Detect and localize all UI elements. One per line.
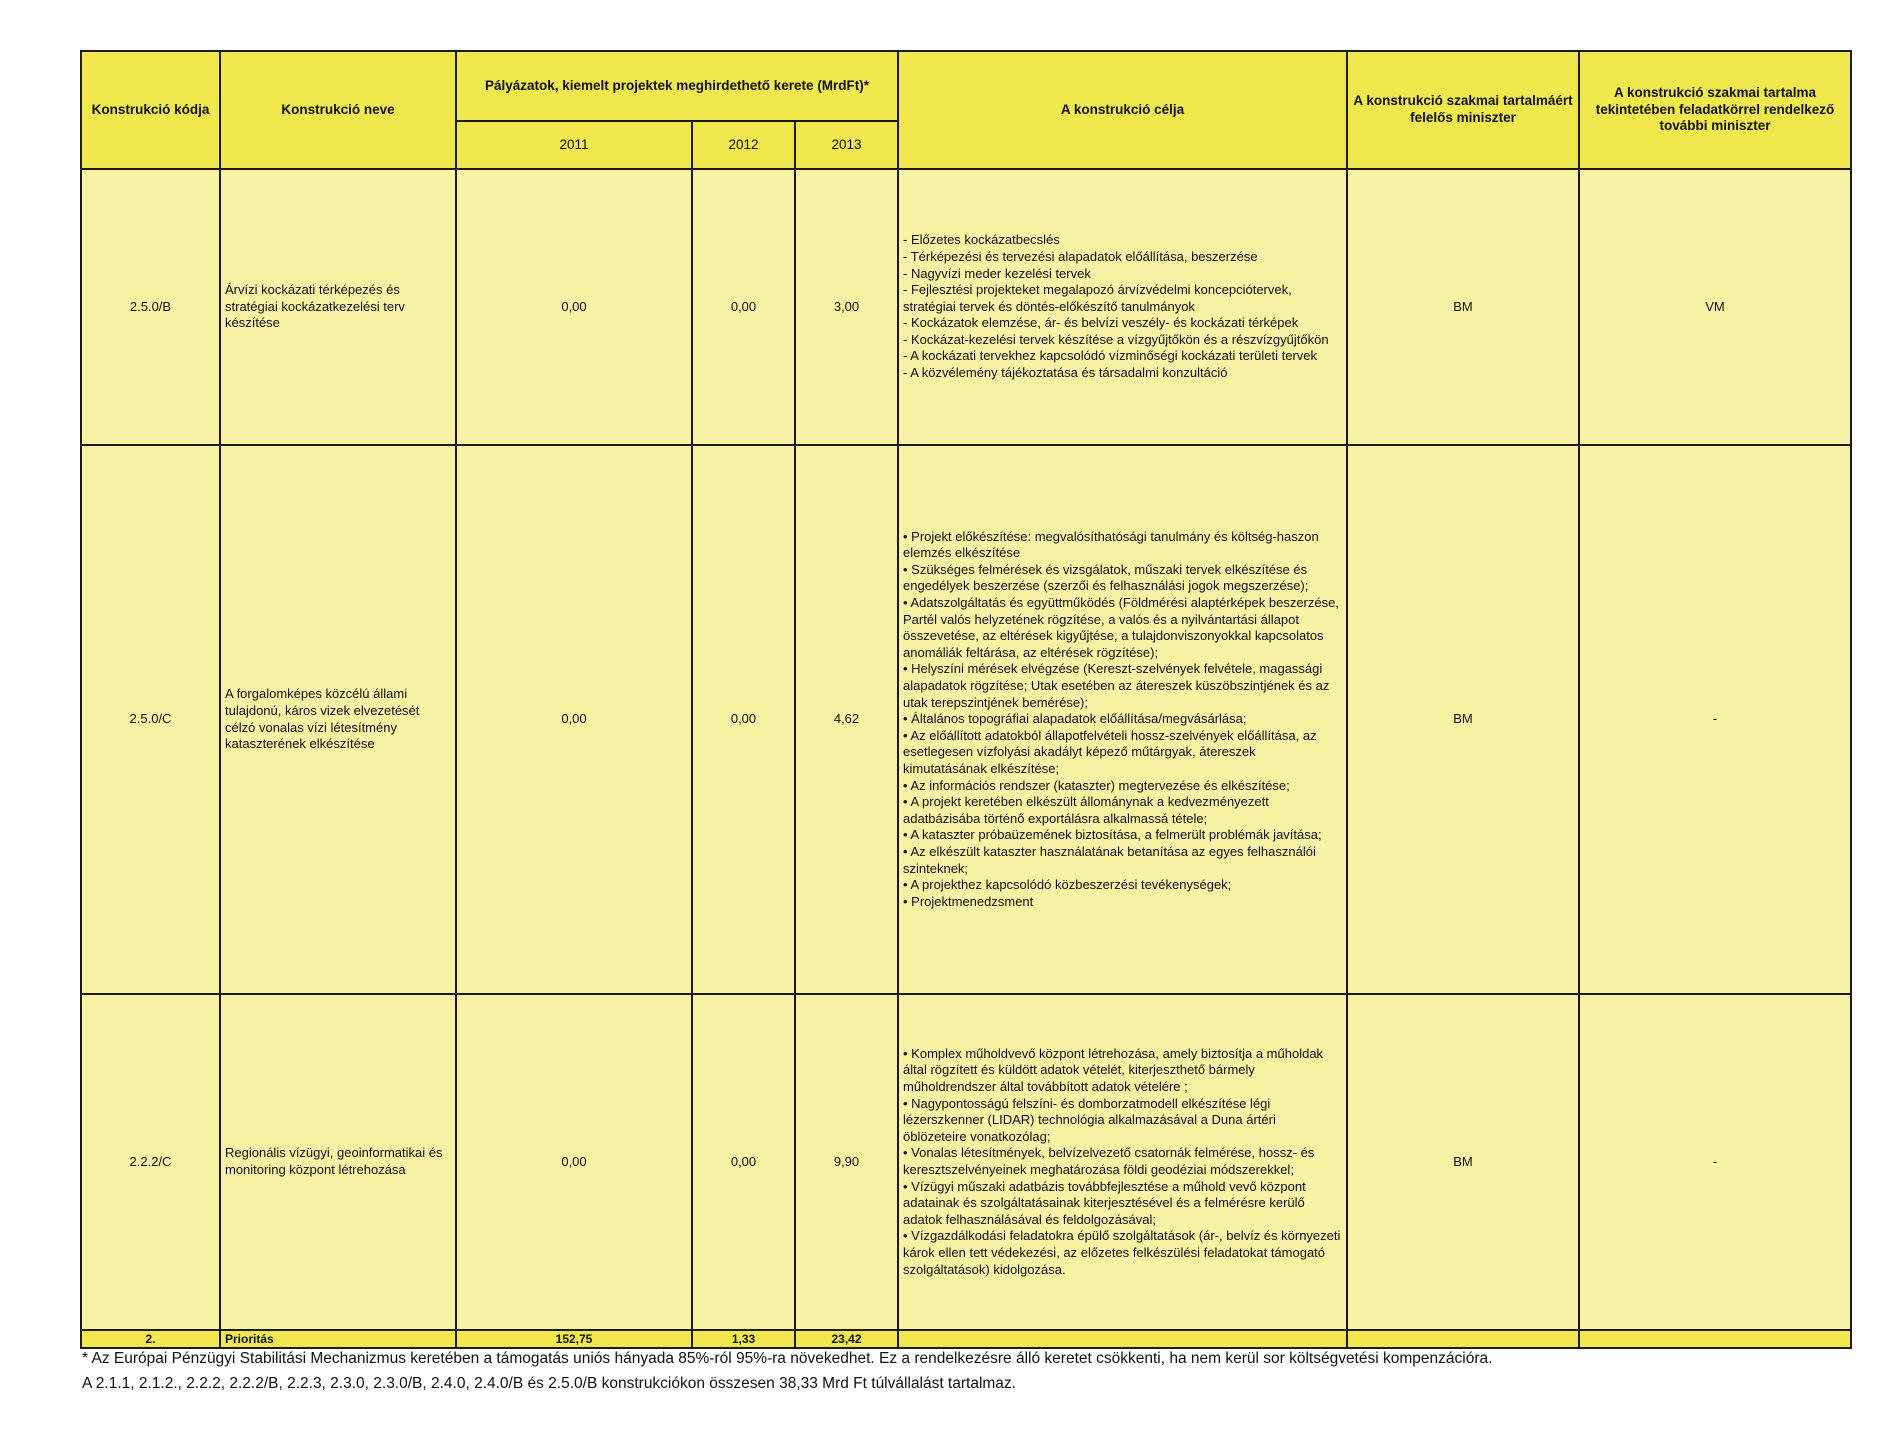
goal-item: • A projekthez kapcsolódó közbeszerzési tevékenységek;	[903, 877, 1232, 893]
row-other-minister: -	[1579, 445, 1851, 994]
goal-item: - Kockázatok elemzése, ár- és belvízi veszély- és kockázati térképek	[903, 315, 1299, 331]
header-year-2013: 2013	[795, 121, 898, 169]
goal-item: - Térképezési és tervezési alapadatok előállítása, beszerzése	[903, 248, 1258, 264]
goal-item: - Előzetes kockázatbecslés	[903, 232, 1060, 248]
goal-item: • Az előállított adatokból állapotfelvételi hossz-szelvények előállítása, az esetlegesen vízfolyási akadályt képező műtárgyak, átereszek kimutatásának elkészítése;	[903, 727, 1317, 776]
header-year-2011: 2011	[456, 121, 692, 169]
goal-item: • Helyszíni mérések elvégzése (Kereszt-szelvények felvétele, magassági alapadatok rögzítése; Utak esetében az átereszek küszöbszintjének és az utak terepszintjének bemérése);	[903, 661, 1330, 710]
goal-item: - A közvélemény tájékoztatása és társadalmi konzultáció	[903, 365, 1228, 381]
total-value-2013: 23,42	[795, 1330, 898, 1348]
row-value-2013: 9,90	[795, 994, 898, 1330]
total-row	[81, 1330, 1851, 1348]
row-goal	[898, 994, 1347, 1330]
header-year-2012: 2012	[692, 121, 795, 169]
row-goal	[898, 445, 1347, 994]
total-other-minister-empty	[1579, 1330, 1851, 1348]
row-code: 2.5.0/B	[81, 169, 220, 445]
goal-item: • A kataszter próbaüzemének biztosítása, a felmerült problémák javítása;	[903, 827, 1322, 843]
row-minister: BM	[1347, 994, 1579, 1330]
row-value-2011: 0,00	[456, 169, 692, 445]
row-name: A forgalomképes közcélú állami tulajdonú, káros vizek elvezetését célzó vonalas vízi létesítmény kataszterének elkészítése	[220, 445, 456, 994]
total-minister-empty	[1347, 1330, 1579, 1348]
row-other-minister: VM	[1579, 169, 1851, 445]
goal-item: • Komplex műholdvevő központ létrehozása, amely biztosítja a műholdak által rögzített és küldött adatok vételét, kiterjeszthető bármely műholdrendszer által továbbított adatok vételére ;	[903, 1045, 1324, 1095]
goal-item: - Fejlesztési projekteket megalapozó árvízvédelmi koncepciótervek, stratégiai tervek és döntés-előkészítő tanulmányok	[903, 282, 1292, 314]
goal-item: • Adatszolgáltatás és együttműködés (Földmérési alaptérképek beszerzése, Partél valós helyzetének rögzítése, a valós és a nyilvántartási állapot összevetése, az eltérések kigyűjtése, a tulajdonviszonyokkal kapcsolatos anomáliák feltárása, az eltérések rögzítése);	[903, 595, 1339, 660]
construction-table	[80, 50, 1852, 1349]
goal-item: • Vízügyi műszaki adatbázis továbbfejlesztése a műhold vevő központ adatainak és szolgáltatásainak kiterjesztésével és a felmérésre kerülő adatok felhasználásával és feldolgozásával;	[903, 1178, 1306, 1227]
row-code: 2.2.2/C	[81, 994, 220, 1330]
total-name: Prioritás	[220, 1330, 456, 1348]
row-value-2011: 0,00	[456, 445, 692, 994]
header-code: Konstrukció kódja	[81, 51, 220, 169]
total-code: 2.	[81, 1330, 220, 1348]
header-goal: A konstrukció célja	[898, 51, 1347, 169]
row-code: 2.5.0/C	[81, 445, 220, 994]
row-minister: BM	[1347, 169, 1579, 445]
header-other-minister: A konstrukció szakmai tartalma tekintetében feladatkörrel rendelkező további miniszter	[1579, 51, 1851, 169]
goal-item: • Szükséges felmérések és vizsgálatok, műszaki tervek elkészítése és engedélyek beszerzése (szerzői és felhasználási jogok megszerzése);	[903, 561, 1309, 594]
row-other-minister: -	[1579, 994, 1851, 1330]
header-name: Konstrukció neve	[220, 51, 456, 169]
row-value-2013: 4,62	[795, 445, 898, 994]
total-goal-empty	[898, 1330, 1347, 1348]
row-value-2012: 0,00	[692, 169, 795, 445]
goal-item: • Vonalas létesítmények, belvízelvezető csatornák felmérése, hossz- és keresztszelvényeinek meghatározása földi geodéziai módszerekkel;	[903, 1145, 1315, 1177]
goal-item: • A projekt keretében elkészült állománynak a kedvezményezett adatbázisába történő exportálásra alkalmassá tétele;	[903, 794, 1269, 826]
goal-item: - Kockázat-kezelési tervek készítése a vízgyűjtőkön és a részvízgyűjtőkön	[903, 331, 1329, 347]
footnote-2: A 2.1.1, 2.1.2., 2.2.2, 2.2.2/B, 2.2.3, 2.3.0, 2.3.0/B, 2.4.0, 2.4.0/B és 2.5.0/B konstrukciókon összesen 38,33 Mrd Ft túlvállalást tartalmaz.	[82, 1375, 1016, 1392]
goal-item: - Nagyvízi meder kezelési tervek	[903, 265, 1091, 281]
header-budget: Pályázatok, kiemelt projektek meghirdethető kerete (MrdFt)*	[456, 51, 898, 121]
table-row	[81, 445, 1851, 994]
footnote-1: * Az Európai Pénzügyi Stabilitási Mechanizmus keretében a támogatás uniós hányada 85%-ról 95%-ra növekedhet. Ez a rendelkezésre álló keretet csökkenti, ha nem kerül sor költségvetési kompenzációra.	[82, 1350, 1493, 1367]
total-value-2012: 1,33	[692, 1330, 795, 1348]
row-value-2013: 3,00	[795, 169, 898, 445]
goal-item: • Az elkészült kataszter használatának betanítása az egyes felhasználói szinteknek;	[903, 843, 1316, 876]
row-name: Árvízi kockázati térképezés és stratégiai kockázatkezelési terv készítése	[220, 169, 456, 445]
goal-item: - A kockázati tervekhez kapcsolódó vízminőségi kockázati területi tervek	[903, 348, 1318, 364]
row-minister: BM	[1347, 445, 1579, 994]
row-value-2012: 0,00	[692, 445, 795, 994]
row-name: Regionális vízügyi, geoinformatikai és monitoring központ létrehozása	[220, 994, 456, 1330]
goal-item: • Általános topográfiai alapadatok előállítása/megvásárlása;	[903, 711, 1247, 727]
goal-item: • Nagypontosságú felszíni- és domborzatmodell elkészítése légi lézerszkenner (LIDAR) technológia alkalmazásával a Duna ártéri öblözeteire vonatkozólag;	[903, 1095, 1276, 1144]
goal-item: • Vízgazdálkodási feladatokra épülő szolgáltatások (ár-, belvíz és környezeti károk ellen tett védekezési, az előzetes felkészülési feladatokat támogató szolgáltatások) kidolgozása.	[903, 1228, 1341, 1277]
goal-item: • Projektmenedzsment	[903, 893, 1034, 909]
row-value-2012: 0,00	[692, 994, 795, 1330]
table-row	[81, 994, 1851, 1330]
goal-item: • Az információs rendszer (kataszter) megtervezése és elkészítése;	[903, 777, 1290, 793]
table-row	[81, 169, 1851, 445]
row-value-2011: 0,00	[456, 994, 692, 1330]
header-minister: A konstrukció szakmai tartalmáért felelős miniszter	[1347, 51, 1579, 169]
goal-item: • Projekt előkészítése: megvalósíthatósági tanulmány és költség-haszon elemzés elkészítése	[903, 528, 1319, 561]
total-value-2011: 152,75	[456, 1330, 692, 1348]
row-goal	[898, 169, 1347, 445]
